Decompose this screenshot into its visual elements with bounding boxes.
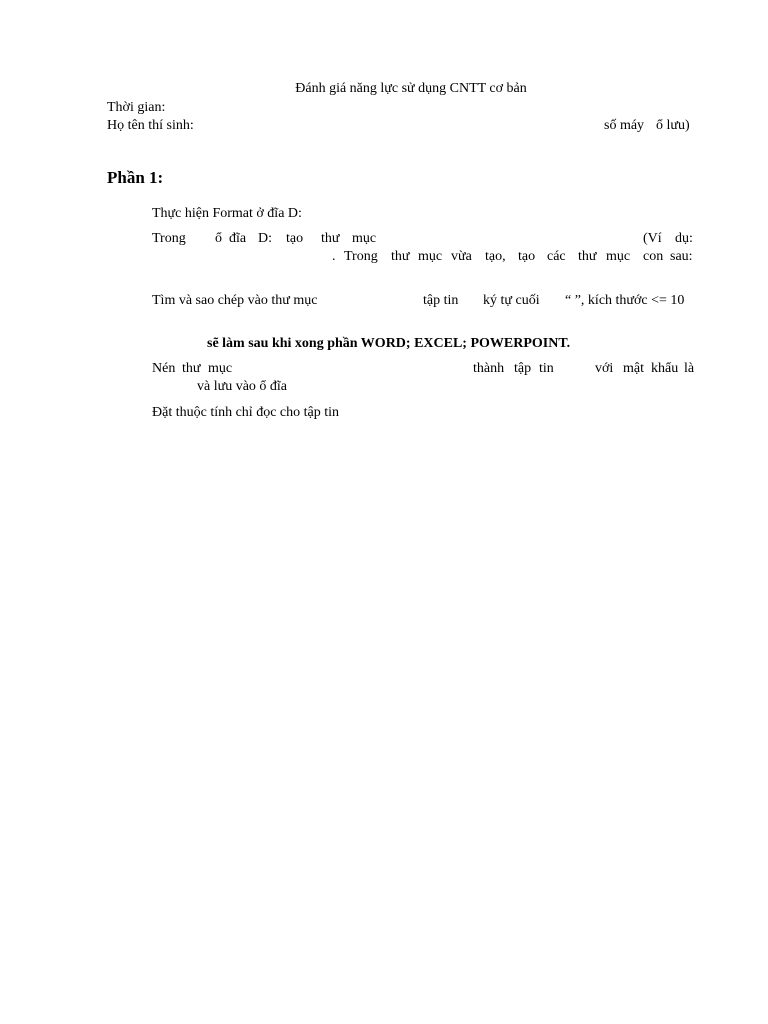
task-format-drive: Thực hiện Format ở đĩa D: bbox=[152, 206, 302, 221]
task-word: vừa bbox=[451, 249, 472, 264]
task-copy-file-label: tập tin bbox=[423, 293, 459, 308]
task-word: tạo, bbox=[485, 249, 506, 264]
task-word: đĩa bbox=[229, 231, 247, 246]
task-word: dụ: bbox=[675, 231, 693, 246]
task-word: Nén bbox=[152, 361, 176, 376]
task-word: Trong bbox=[152, 231, 186, 246]
candidate-name-label: Họ tên thí sinh: bbox=[107, 118, 194, 133]
task-word: thư bbox=[578, 249, 597, 264]
task-word: (Ví bbox=[643, 231, 662, 246]
task-word: thư bbox=[391, 249, 410, 264]
task-word: ổ bbox=[215, 231, 222, 246]
task-word: với bbox=[595, 361, 614, 376]
task-word: mục bbox=[208, 361, 233, 376]
task-copy-text: Tìm và sao chép vào thư mục bbox=[152, 293, 318, 308]
machine-number-label: số máy bbox=[604, 118, 645, 133]
document-title: Đánh giá năng lực sử dụng CNTT cơ bản bbox=[295, 81, 527, 96]
task-word: sau: bbox=[670, 249, 693, 264]
save-drive-label: ổ lưu) bbox=[656, 118, 690, 133]
section-heading: Phần 1: bbox=[107, 168, 164, 187]
time-label: Thời gian: bbox=[107, 100, 166, 115]
deferred-note: sẽ làm sau khi xong phần WORD; EXCEL; POWERPOINT. bbox=[207, 336, 571, 351]
task-word: tập bbox=[514, 361, 532, 376]
task-word: con bbox=[643, 249, 664, 264]
task-word: mục bbox=[418, 249, 443, 264]
task-word: là bbox=[684, 361, 695, 376]
task-word: . bbox=[332, 249, 336, 264]
task-word: mật bbox=[623, 361, 644, 376]
task-word: mục bbox=[606, 249, 631, 264]
task-word: tạo bbox=[286, 231, 304, 246]
task-word: thư bbox=[321, 231, 340, 246]
task-word: tạo bbox=[518, 249, 536, 264]
task-compress-line2: và lưu vào ổ đĩa bbox=[197, 379, 288, 394]
task-word: các bbox=[547, 249, 566, 264]
task-word: Trong bbox=[344, 249, 378, 264]
task-word: thành bbox=[473, 361, 505, 376]
task-word: khẩu bbox=[651, 361, 679, 376]
task-word: mục bbox=[352, 231, 377, 246]
task-copy-size: “ ”, kích thước <= 10 bbox=[565, 293, 685, 308]
task-copy-last-char: ký tự cuối bbox=[483, 293, 540, 308]
task-word: tin bbox=[539, 361, 554, 376]
task-word: D: bbox=[258, 231, 272, 246]
task-word: thư bbox=[182, 361, 201, 376]
task-readonly-attribute: Đặt thuộc tính chỉ đọc cho tập tin bbox=[152, 405, 340, 420]
